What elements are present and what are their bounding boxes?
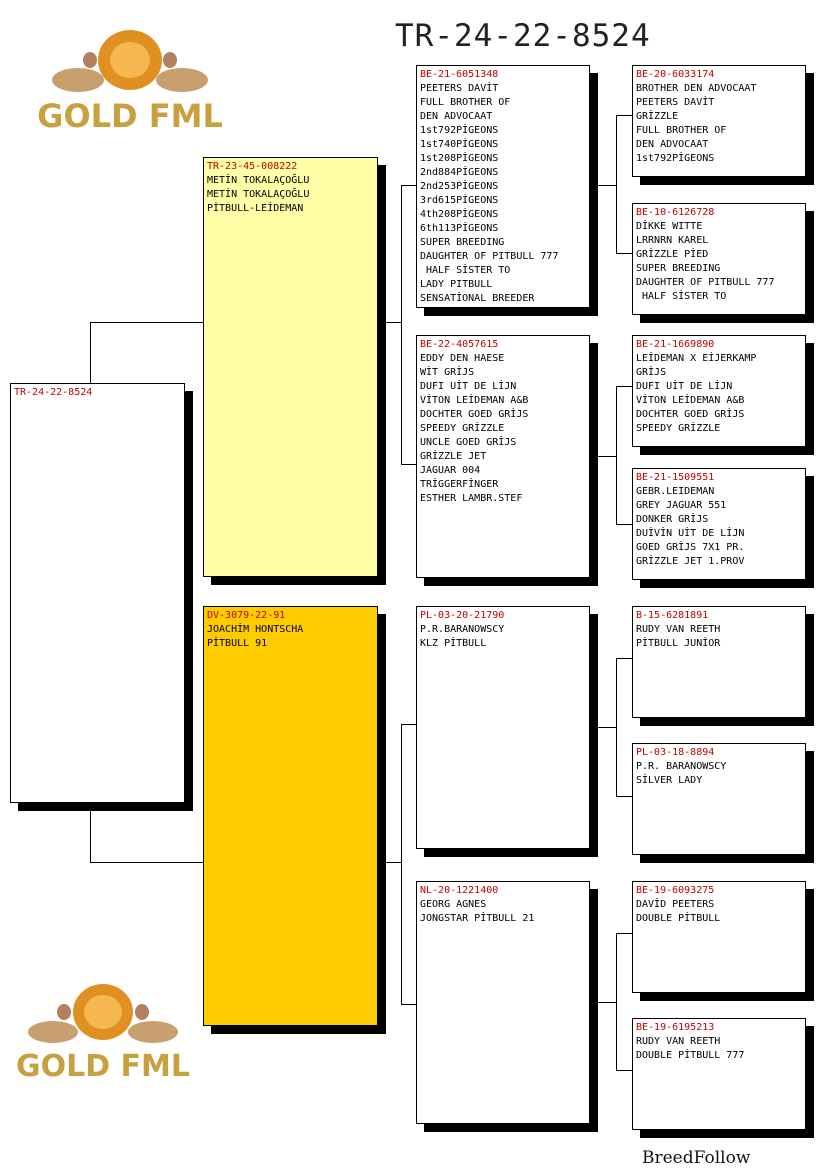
pedigree-line: FULL BROTHER OF <box>420 97 511 108</box>
pedigree-line: SENSATİONAL BREEDER <box>420 293 535 304</box>
ring-number: BE-21-1509551 <box>636 472 715 483</box>
ring-number: BE-20-6033174 <box>636 69 715 80</box>
connector <box>616 796 633 797</box>
pedigree-line: JAGUAR 004 <box>420 465 481 476</box>
pedigree-line: GOED GRİJS 7X1 PR. <box>636 542 745 553</box>
sire-card[interactable] <box>203 157 378 577</box>
pedigree-line: 6th113PİGEONS <box>420 223 499 234</box>
pedigree-line: WİT GRİJS <box>420 367 475 378</box>
pedigree-line: ESTHER LAMBR.STEF <box>420 493 523 504</box>
pedigree-line: METİN TOKALAÇOĞLU <box>207 175 310 186</box>
pedigree-line: VİTON LEİDEMAN A&B <box>636 395 745 406</box>
pedigree-line: METİN TOKALAÇOĞLU <box>207 189 310 200</box>
pedigree-line: HALF SİSTER TO <box>636 291 727 302</box>
pedigree-line: 2nd253PİGEONS <box>420 181 499 192</box>
connector <box>401 724 402 1005</box>
connector <box>401 724 417 725</box>
pedigree-line: DEN ADVOCAAT <box>636 139 709 150</box>
pedigree-line: DEN ADVOCAAT <box>420 111 493 122</box>
connector <box>616 386 633 387</box>
pedigree-line: RUDY VAN REETH <box>636 1036 721 1047</box>
pedigree-line: DOUBLE PİTBULL <box>636 913 721 924</box>
breedfollow-footer: BreedFollow <box>642 1148 751 1168</box>
pedigree-line: VİTON LEİDEMAN A&B <box>420 395 529 406</box>
logo-text: GOLD FML <box>15 1049 191 1084</box>
connector <box>616 115 633 116</box>
pedigree-line: 1st740PİGEONS <box>420 139 499 150</box>
connector <box>616 933 617 1071</box>
pedigree-line: KLZ PİTBULL <box>420 638 487 649</box>
pedigree-line: P.R.BARANOWSCY <box>420 624 505 635</box>
connector <box>616 1070 633 1071</box>
connector <box>598 185 616 186</box>
pedigree-line: PİTBULL 91 <box>207 638 268 649</box>
connector <box>401 1004 417 1005</box>
connector <box>401 464 417 465</box>
pedigree-line: HALF SİSTER TO <box>420 265 511 276</box>
pedigree-line: PEETERS DAVİT <box>420 83 499 94</box>
ddd-card[interactable] <box>632 1018 806 1130</box>
pedigree-line: PEETERS DAVİT <box>636 97 715 108</box>
pedigree-line: DUFI UİT DE LİJN <box>420 381 517 392</box>
pedigree-line: FULL BROTHER OF <box>636 125 727 136</box>
pedigree-line: P.R. BARANOWSCY <box>636 761 727 772</box>
pedigree-title: TR-24-22-8524 <box>395 18 651 54</box>
pedigree-line: DOCHTER GOED GRİJS <box>636 409 745 420</box>
connector <box>90 862 204 863</box>
pedigree-line: DİKKE WITTE <box>636 221 703 232</box>
ring-number: PL-03-20-21790 <box>420 610 505 621</box>
connector <box>401 185 402 465</box>
pedigree-line: DOCHTER GOED GRİJS <box>420 409 529 420</box>
connector <box>616 386 617 525</box>
sds-card[interactable] <box>632 335 806 447</box>
pedigree-line: UNCLE GOED GRİJS <box>420 437 517 448</box>
pedigree-line: GRİZZLE <box>636 111 679 122</box>
pedigree-line: JONGSTAR PİTBULL 21 <box>420 913 535 924</box>
pedigree-line: SUPER BREEDING <box>636 263 721 274</box>
ring-number: TR-24-22-8524 <box>14 387 93 398</box>
pedigree-line: DONKER GRİJS <box>636 514 709 525</box>
ring-number: NL-20-1221400 <box>420 885 499 896</box>
pedigree-line: GRİZZLE PİED <box>636 249 709 260</box>
connector <box>616 253 633 254</box>
connector <box>386 862 402 863</box>
connector <box>598 727 616 728</box>
pedigree-line: PİTBULL-LEİDEMAN <box>207 203 304 214</box>
subject-card[interactable] <box>10 383 185 803</box>
sss-card[interactable] <box>632 65 806 177</box>
pedigree-line: TRİGGERFİNGER <box>420 479 499 490</box>
dss-card[interactable] <box>632 606 806 718</box>
gold-fml-logo-top <box>30 15 230 135</box>
connector <box>90 322 91 384</box>
pedigree-line: 1st792PİGEONS <box>636 153 715 164</box>
ring-number: TR-23-45-008222 <box>207 161 298 172</box>
pedigree-line: BROTHER DEN ADVOCAAT <box>636 83 757 94</box>
ring-number: BE-21-1669890 <box>636 339 715 350</box>
pedigree-line: SUPER BREEDING <box>420 237 505 248</box>
connector <box>598 1002 616 1003</box>
connector <box>401 185 417 186</box>
dsd-card[interactable] <box>632 743 806 855</box>
connector <box>616 524 633 525</box>
dds-card[interactable] <box>632 881 806 993</box>
pedigree-line: 3rd615PİGEONS <box>420 195 499 206</box>
ring-number: B-15-6281891 <box>636 610 709 621</box>
sire-sire-card[interactable] <box>416 65 590 308</box>
connector <box>598 456 616 457</box>
pedigree-line: DOUBLE PİTBULL 777 <box>636 1050 745 1061</box>
pedigree-line: LRRNRN KAREL <box>636 235 709 246</box>
pedigree-line: 1st792PİGEONS <box>420 125 499 136</box>
sire-dam-card[interactable] <box>416 335 590 578</box>
connector <box>90 322 204 323</box>
connector <box>616 933 633 934</box>
logo-text: GOLD FML <box>37 97 223 135</box>
dam-card[interactable] <box>203 606 378 1026</box>
pedigree-line: GRİZZLE JET 1.PROV <box>636 556 745 567</box>
pedigree-line: 4th208PİGEONS <box>420 209 499 220</box>
pedigree-line: 2nd884PİGEONS <box>420 167 499 178</box>
pedigree-line: GREY JAGUAR 551 <box>636 500 727 511</box>
ring-number: BE-19-6093275 <box>636 885 715 896</box>
pedigree-line: DAUGHTER OF PITBULL 777 <box>420 251 559 262</box>
sdd-card[interactable] <box>632 468 806 580</box>
pedigree-line: DUFI UİT DE LİJN <box>636 381 733 392</box>
ring-number: PL-03-18-8894 <box>636 747 715 758</box>
pedigree-line: RUDY VAN REETH <box>636 624 721 635</box>
ssd-card[interactable] <box>632 203 806 315</box>
ring-number: DV-3079-22-91 <box>207 610 286 621</box>
pedigree-line: 1st208PİGEONS <box>420 153 499 164</box>
pedigree-line: GEORG AGNES <box>420 899 487 910</box>
pedigree-line: LEİDEMAN X EİJERKAMP <box>636 353 757 364</box>
pedigree-line: GRİJS <box>636 367 667 378</box>
connector <box>616 115 617 254</box>
pedigree-line: EDDY DEN HAESE <box>420 353 505 364</box>
ring-number: BE-22-4057615 <box>420 339 499 350</box>
ring-number: BE-19-6195213 <box>636 1022 715 1033</box>
pedigree-line: LADY PITBULL <box>420 279 493 290</box>
pedigree-line: SİLVER LADY <box>636 775 703 786</box>
pedigree-line: DUİVİN UİT DE LİJN <box>636 528 745 539</box>
pedigree-line: DAVİD PEETERS <box>636 899 715 910</box>
connector <box>386 322 402 323</box>
connector <box>616 658 633 659</box>
gold-fml-logo-bottom <box>8 970 198 1085</box>
connector <box>616 658 617 797</box>
dam-sire-card[interactable] <box>416 606 590 849</box>
pedigree-line: SPEEDY GRİZZLE <box>636 423 721 434</box>
pedigree-line: SPEEDY GRİZZLE <box>420 423 505 434</box>
ring-number: BE-21-6051348 <box>420 69 499 80</box>
connector <box>90 802 91 863</box>
dam-dam-card[interactable] <box>416 881 590 1124</box>
pedigree-line: GEBR.LEIDEMAN <box>636 486 715 497</box>
pedigree-line: DAUGHTER OF PITBULL 777 <box>636 277 775 288</box>
ring-number: BE-10-6126728 <box>636 207 715 218</box>
pedigree-line: GRİZZLE JET <box>420 451 487 462</box>
pedigree-line: PİTBULL JUNİOR <box>636 638 721 649</box>
pedigree-line: JOACHİM HONTSCHA <box>207 624 304 635</box>
